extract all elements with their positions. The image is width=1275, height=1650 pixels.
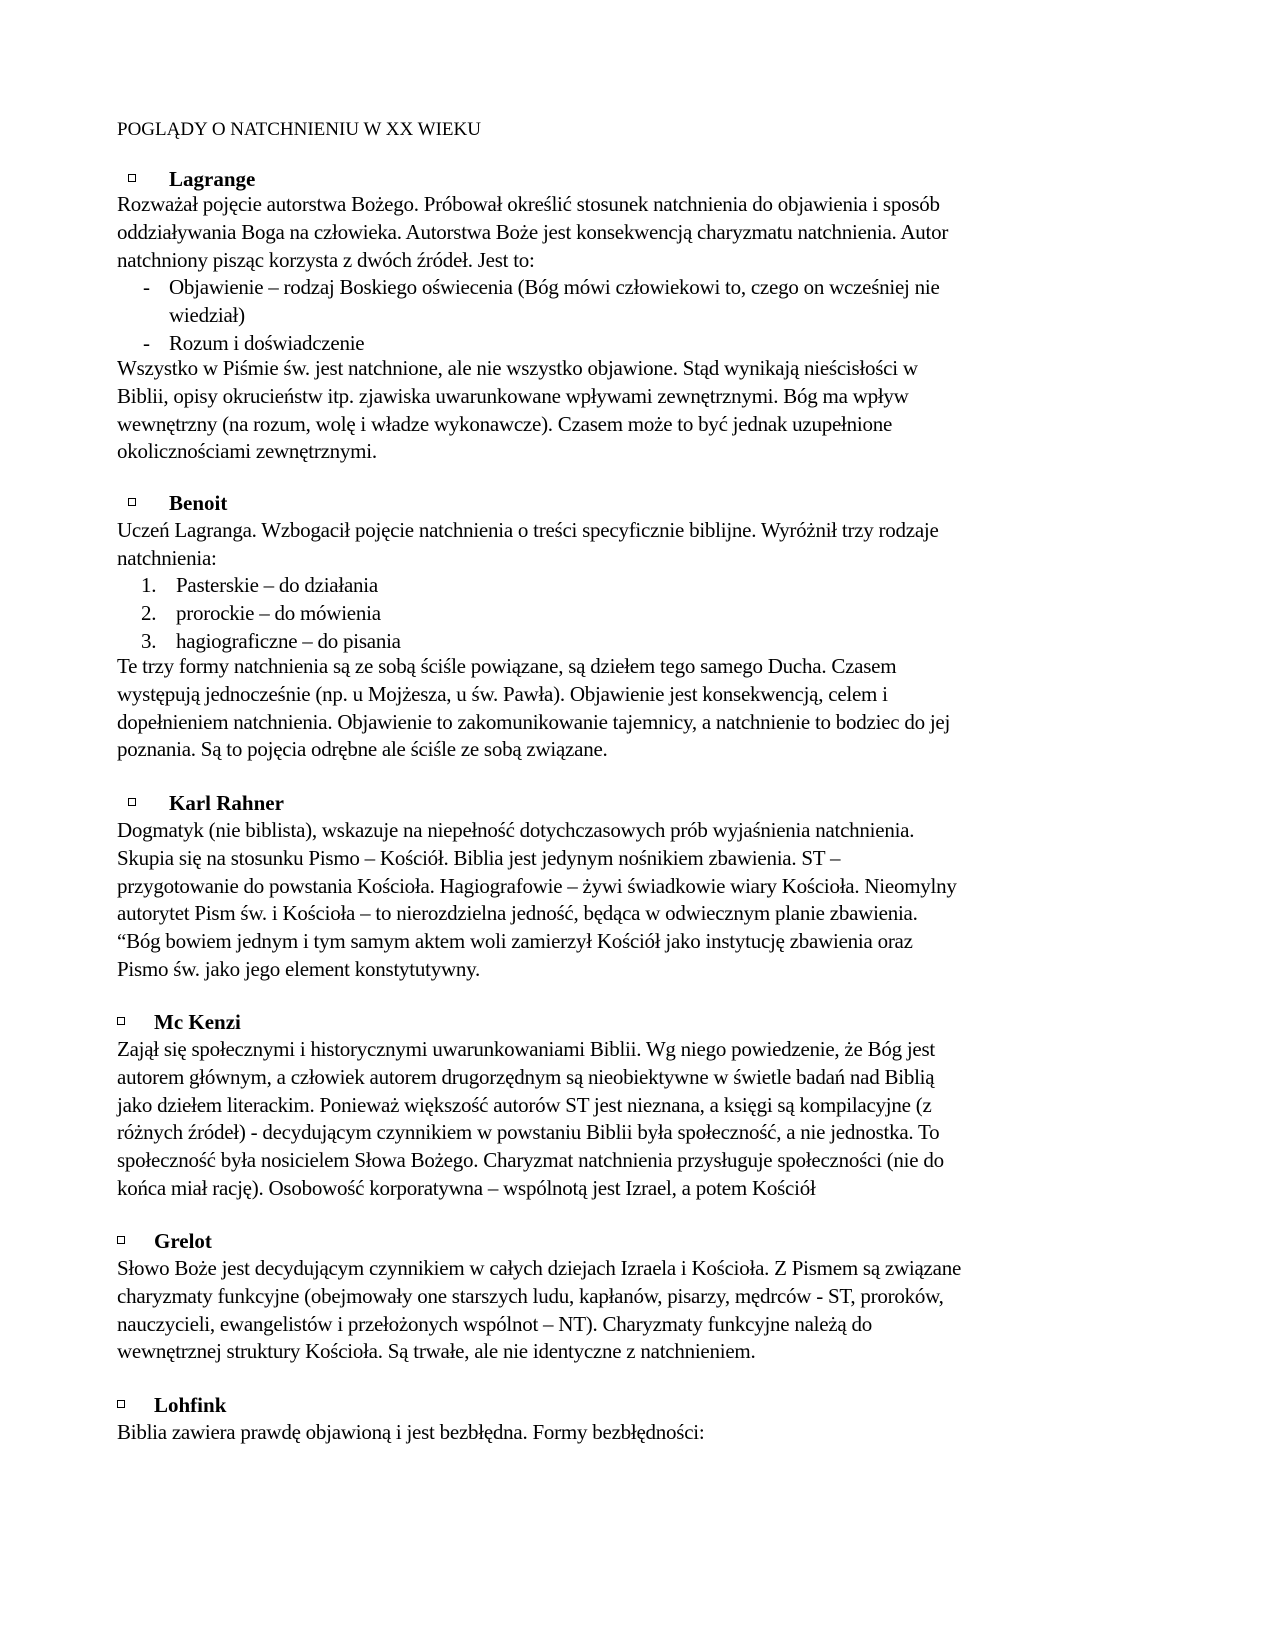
list-item-text: Pasterskie – do działania: [176, 573, 378, 597]
text-line: poznania. Są to pojęcia odrębne ale ściśle ze sobą związane.: [117, 737, 608, 762]
list-item-text: prorockie – do mówienia: [176, 600, 381, 625]
list-marker: 1.: [141, 573, 157, 597]
list-item: [117, 330, 1117, 358]
paragraph: [117, 817, 1157, 984]
list-marker: -: [143, 330, 150, 355]
section-heading-label: Lagrange: [169, 167, 256, 191]
text-line: nauczycieli, ewangelistów i przełożonych wspólnot – NT). Charyzmaty funkcyjne należą do: [117, 1311, 872, 1336]
text-line: występują jednocześnie (np. u Mojżesza, u św. Pawła). Objawienie jest konsekwencją, celem i: [117, 681, 888, 706]
text-line: Biblii, opisy okrucieństw itp. zjawiska uwarunkowane wpływami zewnętrznymi. Bóg ma wpływ: [117, 383, 909, 408]
text-line: “Bóg bowiem jednym i tym samym aktem woli zamierzył Kościół jako instytucję zbawienia oraz: [117, 929, 913, 954]
square-bullet-icon: [117, 1400, 125, 1408]
list-item: [117, 600, 917, 628]
square-bullet-icon: [117, 1017, 125, 1025]
text-line: różnych źródeł) - decydującym czynnikiem w powstaniu Biblii była społeczność, a nie jednostka. To: [117, 1120, 940, 1145]
list-marker: -: [143, 275, 150, 299]
text-line: końca miał rację). Osobowość korporatywna – wspólnotą jest Izrael, a potem Kościół: [117, 1175, 816, 1200]
list-item-text: hagiograficzne – do pisania: [176, 628, 401, 653]
document-title: POGLĄDY O NATCHNIENIU W XX WIEKU: [117, 119, 481, 140]
bullet-list: [117, 274, 1117, 357]
paragraph: [117, 517, 1157, 573]
text-line: społeczność była nosicielem Słowa Bożego. Charyzmat natchnienia przysługuje społeczności (nie do: [117, 1148, 944, 1173]
text-line: autorytet Pism św. i Kościoła – to nierozdzielna jedność, będąca w odwiecznym planie zbawienia.: [117, 901, 918, 926]
text-line: przygotowanie do powstania Kościoła. Hagiografowie – żywi świadkowie wiary Kościoła. Nieomylny: [117, 873, 957, 898]
section-heading-label: Mc Kenzi: [154, 1010, 241, 1034]
list-item: [117, 572, 917, 600]
paragraph: [117, 191, 1157, 274]
list-item-text: wiedział): [169, 302, 245, 327]
text-line: Dogmatyk (nie biblista), wskazuje na niepełność dotychczasowych prób wyjaśnienia natchnienia.: [117, 818, 915, 842]
square-bullet-icon: [117, 1236, 125, 1244]
section-heading-label: Grelot: [154, 1229, 212, 1253]
text-line: Rozważał pojęcie autorstwa Bożego. Próbował określić stosunek natchnienia do objawienia i sposób: [117, 192, 940, 216]
paragraph: [117, 355, 1157, 466]
text-line: Wszystko w Piśmie św. jest natchnione, ale nie wszystko objawione. Stąd wynikają nieścisłości w: [117, 356, 918, 380]
list-item: [117, 628, 917, 656]
text-line: Skupia się na stosunku Pismo – Kościół. Biblia jest jedynym nośnikiem zbawienia. ST –: [117, 845, 841, 870]
text-line: Zajął się społecznymi i historycznymi uwarunkowaniami Biblii. Wg niego powiedzenie, że Bóg jest: [117, 1037, 935, 1061]
square-bullet-icon: [128, 798, 136, 806]
section-heading-label: Benoit: [169, 491, 228, 515]
text-line: wewnętrznej struktury Kościoła. Są trwałe, ale nie identyczne z natchnieniem.: [117, 1339, 756, 1364]
text-line: natchnienia:: [117, 545, 217, 570]
text-line: Te trzy formy natchnienia są ze sobą ściśle powiązane, są dziełem tego samego Ducha. Czasem: [117, 654, 897, 678]
text-line: charyzmaty funkcyjne (obejmowały one starszych ludu, kapłanów, pisarzy, mędrców - ST, proroków,: [117, 1283, 944, 1308]
paragraph: [117, 1036, 1157, 1203]
square-bullet-icon: [128, 174, 136, 182]
text-line: oddziaływania Boga na człowieka. Autorstwa Boże jest konsekwencją charyzmatu natchnienia. Autor: [117, 219, 949, 244]
list-marker: 3.: [141, 628, 157, 653]
text-line: wewnętrzny (na rozum, wolę i władze wykonawcze). Czasem może to być jednak uzupełnione: [117, 411, 893, 436]
section-heading-label: Karl Rahner: [169, 791, 284, 815]
text-line: Pismo św. jako jego element konstytutywny.: [117, 956, 480, 981]
list-marker: 2.: [141, 600, 157, 625]
list-item: [117, 274, 1117, 330]
text-line: Słowo Boże jest decydującym czynnikiem w całych dziejach Izraela i Kościoła. Z Pismem są związane: [117, 1256, 962, 1280]
text-line: okolicznościami zewnętrznymi.: [117, 439, 377, 464]
text-line: autorem głównym, a człowiek autorem drugorzędnym są nieobiektywne w świetle badań nad Biblią: [117, 1064, 935, 1089]
text-line: jako dziełem literackim. Ponieważ większość autorów ST jest nieznana, a księgi są kompilacyjne (z: [117, 1092, 932, 1117]
list-item-text: Objawienie – rodzaj Boskiego oświecenia (Bóg mówi człowiekowi to, czego on wcześniej nie: [169, 275, 940, 299]
paragraph: [117, 653, 1157, 764]
list-item-text: Rozum i doświadczenie: [169, 330, 365, 355]
text-line: dopełnieniem natchnienia. Objawienie to zakomunikowanie tajemnicy, a natchnienie to bodziec do jej: [117, 709, 951, 734]
numbered-list: [117, 572, 917, 655]
paragraph: [117, 1419, 1157, 1447]
text-line: Uczeń Lagranga. Wzbogacił pojęcie natchnienia o treści specyficznie biblijne. Wyróżnił trzy rodzaje: [117, 518, 939, 542]
paragraph: [117, 1255, 1157, 1366]
text-line: Biblia zawiera prawdę objawioną i jest bezbłędna. Formy bezbłędności:: [117, 1420, 705, 1444]
text-line: natchniony pisząc korzysta z dwóch źródeł. Jest to:: [117, 247, 535, 272]
section-heading-label: Lohfink: [154, 1393, 227, 1417]
square-bullet-icon: [128, 498, 136, 506]
